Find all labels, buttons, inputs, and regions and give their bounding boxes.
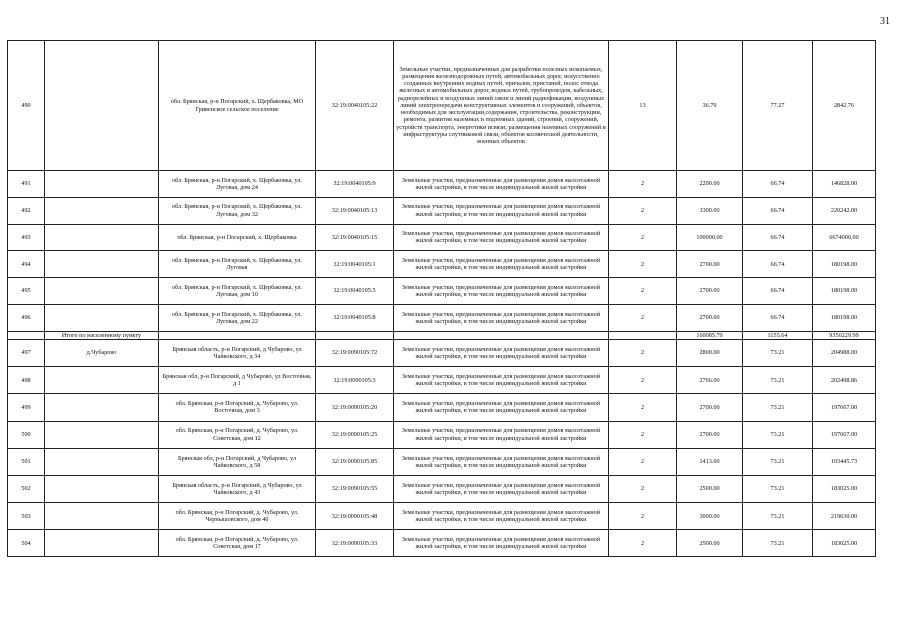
land-purpose: Земельные участки, предназначенные для размещения домов малоэтажной жилой застройки, в том числе индивидуальной жилой застройки — [394, 171, 609, 198]
settlement-cell — [45, 224, 159, 251]
land-purpose: Земельные участки, предназначенные для размещения домов малоэтажной жилой застройки, в том числе индивидуальной жилой застройки — [394, 475, 609, 502]
cadastral-value: 219630.00 — [813, 503, 876, 530]
area-value: 2500.00 — [677, 530, 743, 557]
address-cell: Брянская область, р-н Погарский, д Чубарово, ул Чайковского, д 43 — [159, 475, 316, 502]
address-cell: обл. Брянская, р-н Погарский, х. Щербаковка, МО Гривенское сельское поселение — [159, 41, 316, 171]
rate-value: 73.21 — [743, 448, 813, 475]
area-value: 2700.00 — [677, 251, 743, 278]
land-purpose: Земельные участки, предназначенные для размещения домов малоэтажной жилой застройки, в том числе индивидуальной жилой застройки — [394, 339, 609, 366]
table-row — [8, 304, 876, 331]
total-blank — [609, 331, 677, 339]
settlement-cell — [45, 197, 159, 224]
cadastral-value: 180198.00 — [813, 304, 876, 331]
table-row — [8, 41, 876, 171]
rate-value: 73.21 — [743, 421, 813, 448]
land-code: 2 — [609, 224, 677, 251]
settlement-cell — [45, 278, 159, 305]
table-row — [8, 224, 876, 251]
land-purpose: Земельные участки, предназначенные для размещения домов малоэтажной жилой застройки, в том числе индивидуальной жилой застройки — [394, 394, 609, 421]
row-number: 493 — [8, 224, 45, 251]
table-row — [8, 475, 876, 502]
rate-value: 66.74 — [743, 197, 813, 224]
area-value: 2766.00 — [677, 367, 743, 394]
settlement-cell — [45, 41, 159, 171]
row-number: 501 — [8, 448, 45, 475]
total-blank — [8, 331, 45, 339]
land-code: 2 — [609, 503, 677, 530]
address-cell: обл. Брянская, р-н Погарский, х. Щербаковка — [159, 224, 316, 251]
total-label: Итого по населенному пункту — [45, 331, 159, 339]
rate-value: 66.74 — [743, 304, 813, 331]
cadastral-value: 180198.00 — [813, 251, 876, 278]
total-area: 160085.79 — [677, 331, 743, 339]
table-row — [8, 530, 876, 557]
table-body-chubarovo — [8, 339, 876, 557]
cadastral-number: 32:19:0090105:85 — [316, 448, 394, 475]
area-value: 3000.00 — [677, 503, 743, 530]
land-code: 2 — [609, 394, 677, 421]
address-cell: обл. Брянская, р-н Погарский, д. Чубарово, ул. Советская, дом 17 — [159, 530, 316, 557]
row-number: 496 — [8, 304, 45, 331]
land-purpose: Земельные участки, предназначенные для размещения домов малоэтажной жилой застройки, в том числе индивидуальной жилой застройки — [394, 421, 609, 448]
address-cell: Брянская обл, р-н Погарский, д Чубарово, ул Восточная, д 1 — [159, 367, 316, 394]
area-value: 36.79 — [677, 41, 743, 171]
table-body-shcherbakovka — [8, 41, 876, 332]
address-cell: обл. Брянская, р-н Погарский, х. Щербаковка, ул. Луговая, дом 10 — [159, 278, 316, 305]
table-row — [8, 503, 876, 530]
rate-value: 73.21 — [743, 530, 813, 557]
land-code: 2 — [609, 421, 677, 448]
area-value: 2200.00 — [677, 171, 743, 198]
address-cell: обл. Брянская, р-н Погарский, д. Чубарово, ул. Советская, дом 12 — [159, 421, 316, 448]
cadastral-value: 204988.00 — [813, 339, 876, 366]
row-number: 504 — [8, 530, 45, 557]
cadastral-value: 6674000.00 — [813, 224, 876, 251]
row-number: 495 — [8, 278, 45, 305]
land-purpose: Земельные участки, предназначенные для размещения домов малоэтажной жилой застройки, в том числе индивидуальной жилой застройки — [394, 367, 609, 394]
cadastral-value: 180198.00 — [813, 278, 876, 305]
row-number: 497 — [8, 339, 45, 366]
cadastral-number: 32:19:0040105:1 — [316, 251, 394, 278]
settlement-cell — [45, 448, 159, 475]
row-number: 490 — [8, 41, 45, 171]
cadastral-number: 32:19:0040105:8 — [316, 304, 394, 331]
cadastral-value: 220242.00 — [813, 197, 876, 224]
land-code: 2 — [609, 278, 677, 305]
rate-value: 73.21 — [743, 394, 813, 421]
address-cell: обл. Брянская, р-н Погарский, х. Щербаковка, ул. Луговая, дом 24 — [159, 171, 316, 198]
area-value: 3300.00 — [677, 197, 743, 224]
settlement-cell — [45, 421, 159, 448]
cadastral-value: 197667.00 — [813, 421, 876, 448]
rate-value: 73.21 — [743, 367, 813, 394]
land-purpose: Земельные участки, предназначенные для разработки полезных ископаемых, размещения железнодорожных путей, автомобильных дорог, искусственно созданных внутренних водных путей, причалов, пристаней, полос отвода железных и автомобильных дорог, водных путей, трубопроводов, кабельных, радиорелейных и воздушных линий связи и линий радиофикации, воздушных линий электропередачи конструктивных элементов и сооружений, объектов, необходимых для эксплуатации,содержания, строительства, реконструкции, ремонта, развития наземных и подземных зданий, строений, сооружений, устройств транспорта, энергетики исвязи; размещения наземных сооружений и инфраструктуры спутниковой связи, объектов космической деятельности, военных объектов — [394, 41, 609, 171]
settlement-cell — [45, 530, 159, 557]
land-purpose: Земельные участки, предназначенные для размещения домов малоэтажной жилой застройки, в том числе индивидуальной жилой застройки — [394, 197, 609, 224]
rate-value: 66.74 — [743, 171, 813, 198]
land-code: 2 — [609, 530, 677, 557]
row-number: 503 — [8, 503, 45, 530]
total-blank — [316, 331, 394, 339]
cadastral-number: 32:19:0090105:55 — [316, 475, 394, 502]
area-value: 100000.00 — [677, 224, 743, 251]
row-number: 502 — [8, 475, 45, 502]
cadastral-number: 32:19:0040105:22 — [316, 41, 394, 171]
settlement-cell — [45, 251, 159, 278]
total-rate: 1155.64 — [743, 331, 813, 339]
cadastral-number: 32:19:0090105:20 — [316, 394, 394, 421]
row-number: 492 — [8, 197, 45, 224]
settlement-cell — [45, 394, 159, 421]
cadastral-number: 32:19:0040105:9 — [316, 171, 394, 198]
rate-value: 73.21 — [743, 339, 813, 366]
settlement-cell — [45, 304, 159, 331]
table-row — [8, 421, 876, 448]
total-value: 9350229.99 — [813, 331, 876, 339]
rate-value: 73.21 — [743, 475, 813, 502]
cadastral-value: 2842.76 — [813, 41, 876, 171]
page-number: 31 — [880, 16, 890, 27]
land-code: 2 — [609, 448, 677, 475]
cadastral-number: 32:19:0040105:5 — [316, 278, 394, 305]
address-cell: обл. Брянская, р-н Погарский, д. Чубарово, ул. Чернышовского, дом 40 — [159, 503, 316, 530]
land-code: 2 — [609, 367, 677, 394]
rate-value: 66.74 — [743, 278, 813, 305]
address-cell: Брянская обл, р-н Погарский, д Чубарово, ул Чайковского, д 58 — [159, 448, 316, 475]
land-code: 2 — [609, 475, 677, 502]
row-number: 491 — [8, 171, 45, 198]
land-purpose: Земельные участки, предназначенные для размещения домов малоэтажной жилой застройки, в том числе индивидуальной жилой застройки — [394, 224, 609, 251]
settlement-cell — [45, 475, 159, 502]
cadastral-number: 32:19:0040105:15 — [316, 224, 394, 251]
cadastral-number: 32:19:0090105:25 — [316, 421, 394, 448]
cadastral-number: 32:19:0040105:13 — [316, 197, 394, 224]
rate-value: 77.27 — [743, 41, 813, 171]
land-registry-table — [7, 40, 876, 557]
area-value: 2700.00 — [677, 421, 743, 448]
land-code: 2 — [609, 251, 677, 278]
cadastral-number: 32:19:0090105:48 — [316, 503, 394, 530]
total-row — [8, 331, 876, 339]
area-value: 2500.00 — [677, 475, 743, 502]
land-purpose: Земельные участки, предназначенные для размещения домов малоэтажной жилой застройки, в том числе индивидуальной жилой застройки — [394, 304, 609, 331]
table-row — [8, 278, 876, 305]
land-code: 13 — [609, 41, 677, 171]
land-code: 2 — [609, 171, 677, 198]
rate-value: 73.21 — [743, 503, 813, 530]
total-section — [8, 331, 876, 339]
cadastral-value: 183025.00 — [813, 530, 876, 557]
land-purpose: Земельные участки, предназначенные для размещения домов малоэтажной жилой застройки, в том числе индивидуальной жилой застройки — [394, 251, 609, 278]
table-row — [8, 197, 876, 224]
table-row — [8, 394, 876, 421]
area-value: 2700.00 — [677, 394, 743, 421]
row-number: 499 — [8, 394, 45, 421]
land-purpose: Земельные участки, предназначенные для размещения домов малоэтажной жилой застройки, в том числе индивидуальной жилой застройки — [394, 503, 609, 530]
rate-value: 66.74 — [743, 251, 813, 278]
land-code: 2 — [609, 304, 677, 331]
row-number: 494 — [8, 251, 45, 278]
settlement-cell — [45, 367, 159, 394]
address-cell: обл. Брянская, р-н Погарский, х. Щербаковка, ул. Луговая, дом 22 — [159, 304, 316, 331]
table-row — [8, 448, 876, 475]
address-cell: обл. Брянская, р-н Погарский, д. Чубарово, ул. Восточная, дом 3 — [159, 394, 316, 421]
area-value: 2700.00 — [677, 304, 743, 331]
cadastral-value: 197667.00 — [813, 394, 876, 421]
cadastral-number: 32:19:0090105:33 — [316, 530, 394, 557]
cadastral-value: 202498.86 — [813, 367, 876, 394]
cadastral-number: 32:19:0090105:72 — [316, 339, 394, 366]
row-number: 500 — [8, 421, 45, 448]
land-purpose: Земельные участки, предназначенные для размещения домов малоэтажной жилой застройки, в том числе индивидуальной жилой застройки — [394, 530, 609, 557]
address-cell: обл. Брянская, р-н Погарский, х. Щербаковка, ул. Луговая — [159, 251, 316, 278]
table-row — [8, 171, 876, 198]
total-blank — [394, 331, 609, 339]
cadastral-value: 183025.00 — [813, 475, 876, 502]
area-value: 2800.00 — [677, 339, 743, 366]
total-blank — [159, 331, 316, 339]
settlement-name: д.Чубарово — [45, 339, 159, 366]
row-number: 498 — [8, 367, 45, 394]
settlement-cell — [45, 171, 159, 198]
address-cell: обл. Брянская, р-н Погарский, х. Щербаковка, ул. Луговая, дом 32 — [159, 197, 316, 224]
cadastral-number: 32:19:0090105:3 — [316, 367, 394, 394]
settlement-cell — [45, 503, 159, 530]
cadastral-value: 103445.73 — [813, 448, 876, 475]
land-code: 2 — [609, 339, 677, 366]
land-purpose: Земельные участки, предназначенные для размещения домов малоэтажной жилой застройки, в том числе индивидуальной жилой застройки — [394, 448, 609, 475]
land-code: 2 — [609, 197, 677, 224]
table-row — [8, 339, 876, 366]
area-value: 1413.00 — [677, 448, 743, 475]
table-row — [8, 251, 876, 278]
table-row — [8, 367, 876, 394]
cadastral-value: 146828.00 — [813, 171, 876, 198]
address-cell: Брянская область, р-н Погарский, д Чубарово, ул Чайковского, д 34 — [159, 339, 316, 366]
area-value: 2700.00 — [677, 278, 743, 305]
land-purpose: Земельные участки, предназначенные для размещения домов малоэтажной жилой застройки, в том числе индивидуальной жилой застройки — [394, 278, 609, 305]
rate-value: 66.74 — [743, 224, 813, 251]
